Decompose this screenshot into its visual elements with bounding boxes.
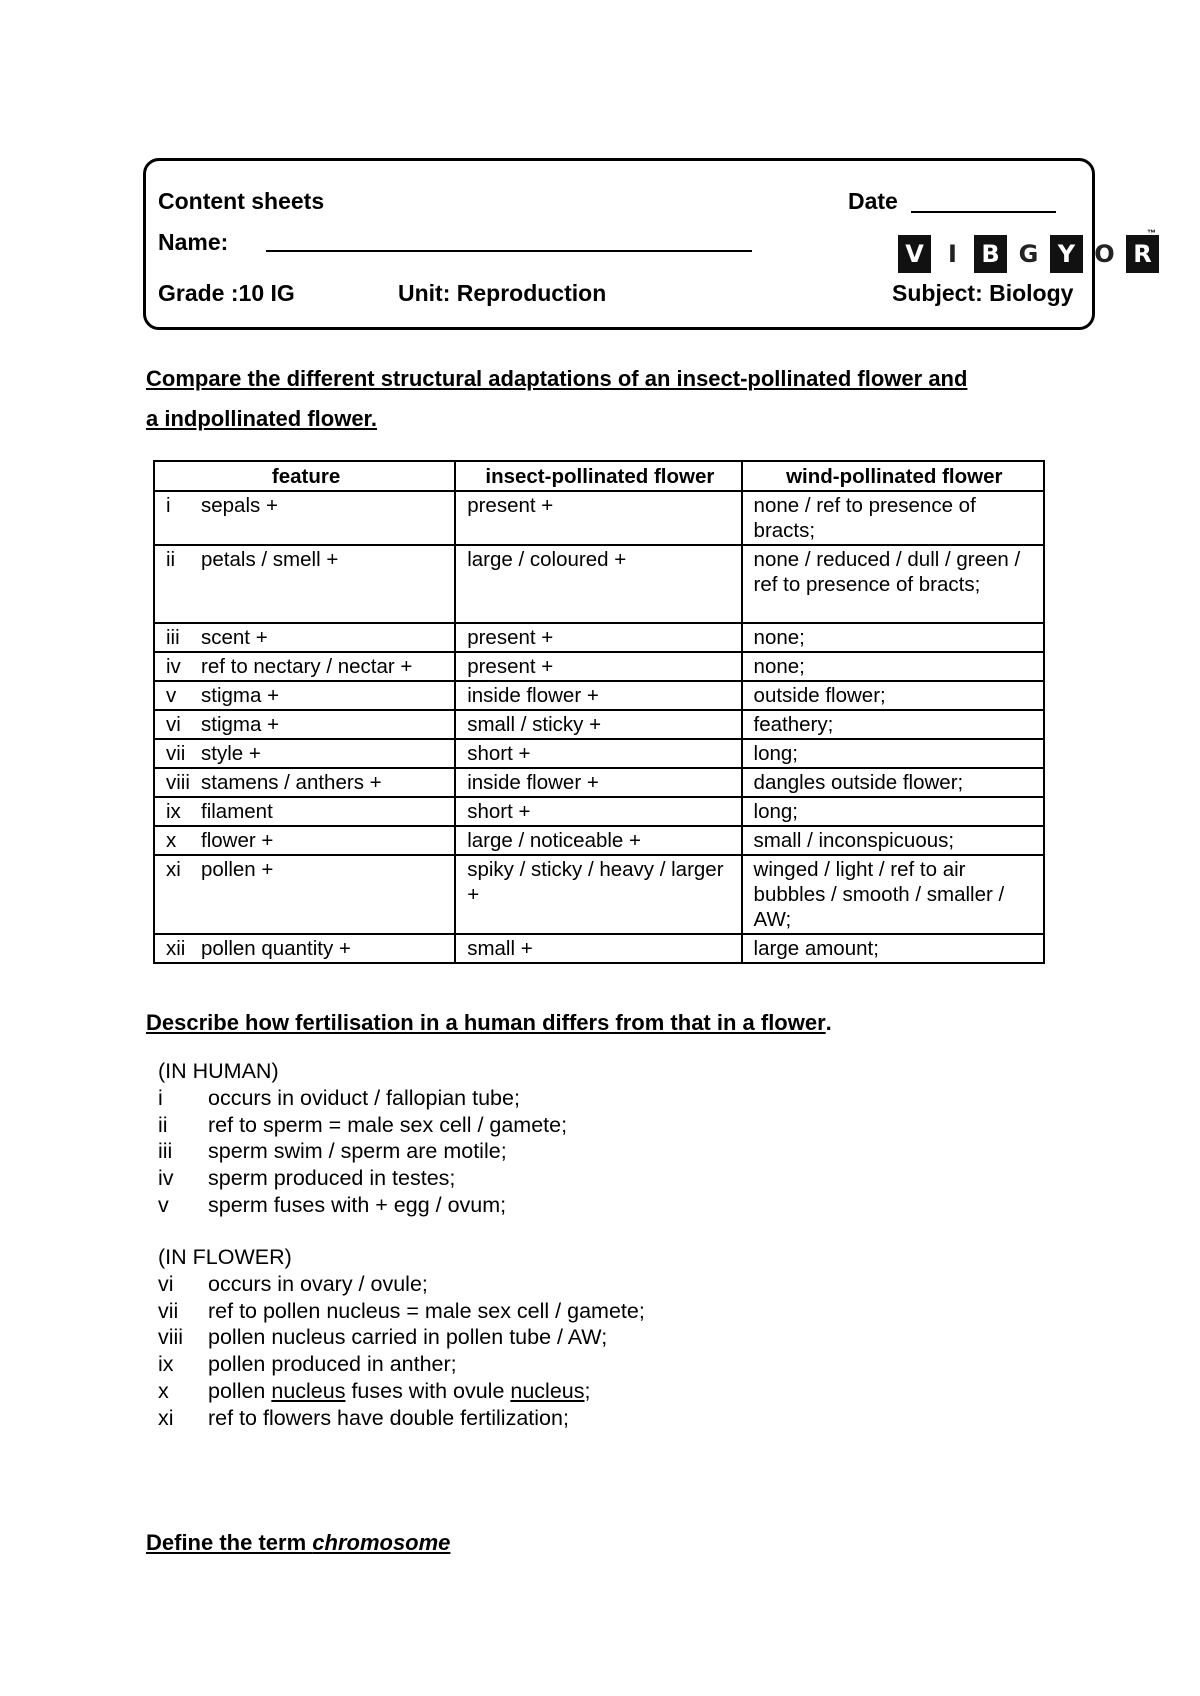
row-number: iii bbox=[166, 626, 180, 649]
wind-cell: none; bbox=[742, 652, 1044, 681]
insect-cell: large / coloured + bbox=[455, 545, 741, 623]
row-number: ix bbox=[166, 800, 181, 823]
wind-cell: long; bbox=[742, 797, 1044, 826]
feature-cell bbox=[154, 855, 455, 934]
item-number: v bbox=[158, 1192, 169, 1217]
list-item bbox=[158, 1378, 645, 1405]
list-item bbox=[158, 1138, 567, 1165]
item-text: pollen produced in anther; bbox=[208, 1352, 457, 1377]
item-number: iii bbox=[158, 1139, 173, 1164]
feature-text: stigma + bbox=[201, 713, 280, 736]
insect-cell: inside flower + bbox=[455, 768, 741, 797]
date-field[interactable] bbox=[911, 211, 1056, 213]
item-number: vi bbox=[158, 1271, 174, 1296]
table-row bbox=[154, 739, 1044, 768]
question-1-line-2: a indpollinated flower. bbox=[146, 406, 378, 431]
insect-cell: present + bbox=[455, 623, 741, 652]
item-text: sperm swim / sperm are motile; bbox=[208, 1139, 507, 1164]
feature-text: stigma + bbox=[201, 684, 280, 707]
row-number: xi bbox=[166, 858, 181, 881]
item-number: ix bbox=[158, 1352, 174, 1377]
wind-cell: none; bbox=[742, 623, 1044, 652]
row-number: ii bbox=[166, 548, 176, 571]
question-3-term: chromosome bbox=[312, 1530, 451, 1555]
table-row bbox=[154, 797, 1044, 826]
date-label: Date bbox=[848, 188, 898, 214]
row-number: viii bbox=[166, 771, 190, 794]
table-row bbox=[154, 855, 1044, 934]
wind-cell: none / ref to presence of bracts; bbox=[742, 491, 1044, 545]
list-item bbox=[158, 1085, 567, 1112]
list-item bbox=[158, 1405, 645, 1432]
wind-cell: winged / light / ref to air bubbles / smooth / smaller / AW; bbox=[742, 855, 1044, 934]
table-row bbox=[154, 768, 1044, 797]
feature-text: stamens / anthers + bbox=[201, 771, 382, 794]
feature-cell bbox=[154, 934, 455, 963]
row-number: iv bbox=[166, 655, 181, 678]
subject-label: Subject: Biology bbox=[892, 280, 1074, 306]
table-row bbox=[154, 826, 1044, 855]
feature-text: filament bbox=[201, 800, 273, 823]
item-text-underlined: nucleus bbox=[510, 1378, 585, 1403]
row-number: v bbox=[166, 684, 177, 707]
table-row bbox=[154, 623, 1044, 652]
trademark-mark: ™ bbox=[1147, 228, 1156, 238]
column-header-insect: insect-pollinated flower bbox=[455, 461, 741, 491]
list-item bbox=[158, 1112, 567, 1139]
insect-cell: small / sticky + bbox=[455, 710, 741, 739]
table-row bbox=[154, 681, 1044, 710]
feature-cell bbox=[154, 652, 455, 681]
comparison-table bbox=[153, 460, 1045, 964]
item-number: iv bbox=[158, 1166, 174, 1191]
item-text-part: ; bbox=[584, 1378, 591, 1403]
table-row bbox=[154, 652, 1044, 681]
question-2-period: . bbox=[825, 1010, 832, 1035]
feature-text: style + bbox=[201, 742, 261, 765]
item-text: occurs in ovary / ovule; bbox=[208, 1271, 428, 1296]
name-field[interactable] bbox=[266, 250, 752, 252]
question-3-title bbox=[146, 1530, 450, 1556]
list-item bbox=[158, 1351, 645, 1378]
feature-text: pollen quantity + bbox=[201, 937, 351, 960]
question-1-line-1: Compare the different structural adaptations of an insect-pollinated flower and bbox=[146, 366, 968, 391]
item-number: xi bbox=[158, 1405, 174, 1430]
feature-text: scent + bbox=[201, 626, 268, 649]
list-heading: (IN FLOWER) bbox=[158, 1245, 292, 1269]
wind-cell: feathery; bbox=[742, 710, 1044, 739]
item-number: vii bbox=[158, 1298, 179, 1323]
feature-cell bbox=[154, 768, 455, 797]
wind-cell: none / reduced / dull / green / ref to presence of bracts; bbox=[742, 545, 1044, 623]
question-2-text: Describe how fertilisation in a human differs from that in a flower bbox=[146, 1010, 826, 1035]
unit-label: Unit: Reproduction bbox=[398, 280, 607, 306]
item-text: ref to flowers have double fertilization; bbox=[208, 1405, 569, 1430]
feature-cell bbox=[154, 710, 455, 739]
sheet-title: Content sheets bbox=[158, 188, 325, 214]
feature-text: ref to nectary / nectar + bbox=[201, 655, 413, 678]
row-number: i bbox=[166, 494, 171, 517]
item-text bbox=[208, 1378, 590, 1405]
row-number: xii bbox=[166, 937, 186, 960]
table-row bbox=[154, 710, 1044, 739]
column-header-wind: wind-pollinated flower bbox=[742, 461, 1044, 491]
item-number: i bbox=[158, 1085, 163, 1110]
logo-letter: Y bbox=[1050, 235, 1083, 273]
feature-cell bbox=[154, 797, 455, 826]
insect-cell: small + bbox=[455, 934, 741, 963]
wind-cell: outside flower; bbox=[742, 681, 1044, 710]
table-header-row bbox=[154, 461, 1044, 491]
wind-cell: long; bbox=[742, 739, 1044, 768]
feature-cell bbox=[154, 739, 455, 768]
logo-letter: V bbox=[898, 235, 931, 273]
grade-label: Grade :10 IG bbox=[158, 280, 295, 306]
feature-cell bbox=[154, 826, 455, 855]
feature-text: sepals + bbox=[201, 494, 278, 517]
list-item bbox=[158, 1192, 567, 1219]
row-number: x bbox=[166, 829, 177, 852]
feature-text: petals / smell + bbox=[201, 548, 339, 571]
insect-cell: short + bbox=[455, 739, 741, 768]
table-row bbox=[154, 491, 1044, 545]
list-item bbox=[158, 1324, 645, 1351]
list-item bbox=[158, 1165, 567, 1192]
table-row bbox=[154, 934, 1044, 963]
list-item bbox=[158, 1271, 645, 1298]
insect-cell: spiky / sticky / heavy / larger + bbox=[455, 855, 741, 934]
logo-letter: O bbox=[1094, 240, 1115, 268]
flower-fertilisation-list bbox=[158, 1244, 645, 1432]
human-fertilisation-list bbox=[158, 1058, 567, 1219]
insect-cell: present + bbox=[455, 491, 741, 545]
item-text: sperm fuses with + egg / ovum; bbox=[208, 1192, 507, 1217]
question-2-title bbox=[146, 1010, 832, 1036]
list-item bbox=[158, 1298, 645, 1325]
question-3-prefix: Define the term bbox=[146, 1530, 313, 1555]
insect-cell: large / noticeable + bbox=[455, 826, 741, 855]
name-label: Name: bbox=[158, 229, 229, 255]
feature-cell bbox=[154, 545, 455, 623]
row-number: vi bbox=[166, 713, 181, 736]
wind-cell: large amount; bbox=[742, 934, 1044, 963]
item-text: pollen nucleus carried in pollen tube / AW; bbox=[208, 1325, 608, 1350]
item-text-underlined: nucleus bbox=[271, 1378, 346, 1403]
item-text-part: pollen bbox=[208, 1378, 272, 1403]
item-text: ref to sperm = male sex cell / gamete; bbox=[208, 1112, 568, 1137]
item-text: sperm produced in testes; bbox=[208, 1166, 456, 1191]
feature-cell bbox=[154, 681, 455, 710]
table-row bbox=[154, 545, 1044, 623]
feature-cell bbox=[154, 623, 455, 652]
item-number: ii bbox=[158, 1112, 168, 1137]
list-heading: (IN HUMAN) bbox=[158, 1059, 279, 1083]
vibgyor-logo bbox=[898, 235, 1159, 273]
logo-letter: G bbox=[1018, 240, 1039, 268]
wind-cell: dangles outside flower; bbox=[742, 768, 1044, 797]
insect-cell: short + bbox=[455, 797, 741, 826]
logo-letter: B bbox=[974, 235, 1007, 273]
row-number: vii bbox=[166, 742, 186, 765]
feature-text: flower + bbox=[201, 829, 274, 852]
feature-text: pollen + bbox=[201, 858, 274, 881]
item-number: viii bbox=[158, 1325, 184, 1350]
item-text: occurs in oviduct / fallopian tube; bbox=[208, 1085, 520, 1110]
insect-cell: present + bbox=[455, 652, 741, 681]
logo-letter: R bbox=[1126, 235, 1159, 273]
wind-cell: small / inconspicuous; bbox=[742, 826, 1044, 855]
item-text-part: fuses with ovule bbox=[345, 1378, 511, 1403]
insect-cell: inside flower + bbox=[455, 681, 741, 710]
item-number: x bbox=[158, 1378, 169, 1403]
column-header-feature: feature bbox=[154, 461, 455, 491]
item-text: ref to pollen nucleus = male sex cell / gamete; bbox=[208, 1298, 645, 1323]
feature-cell bbox=[154, 491, 455, 545]
logo-letter: I bbox=[948, 240, 957, 268]
